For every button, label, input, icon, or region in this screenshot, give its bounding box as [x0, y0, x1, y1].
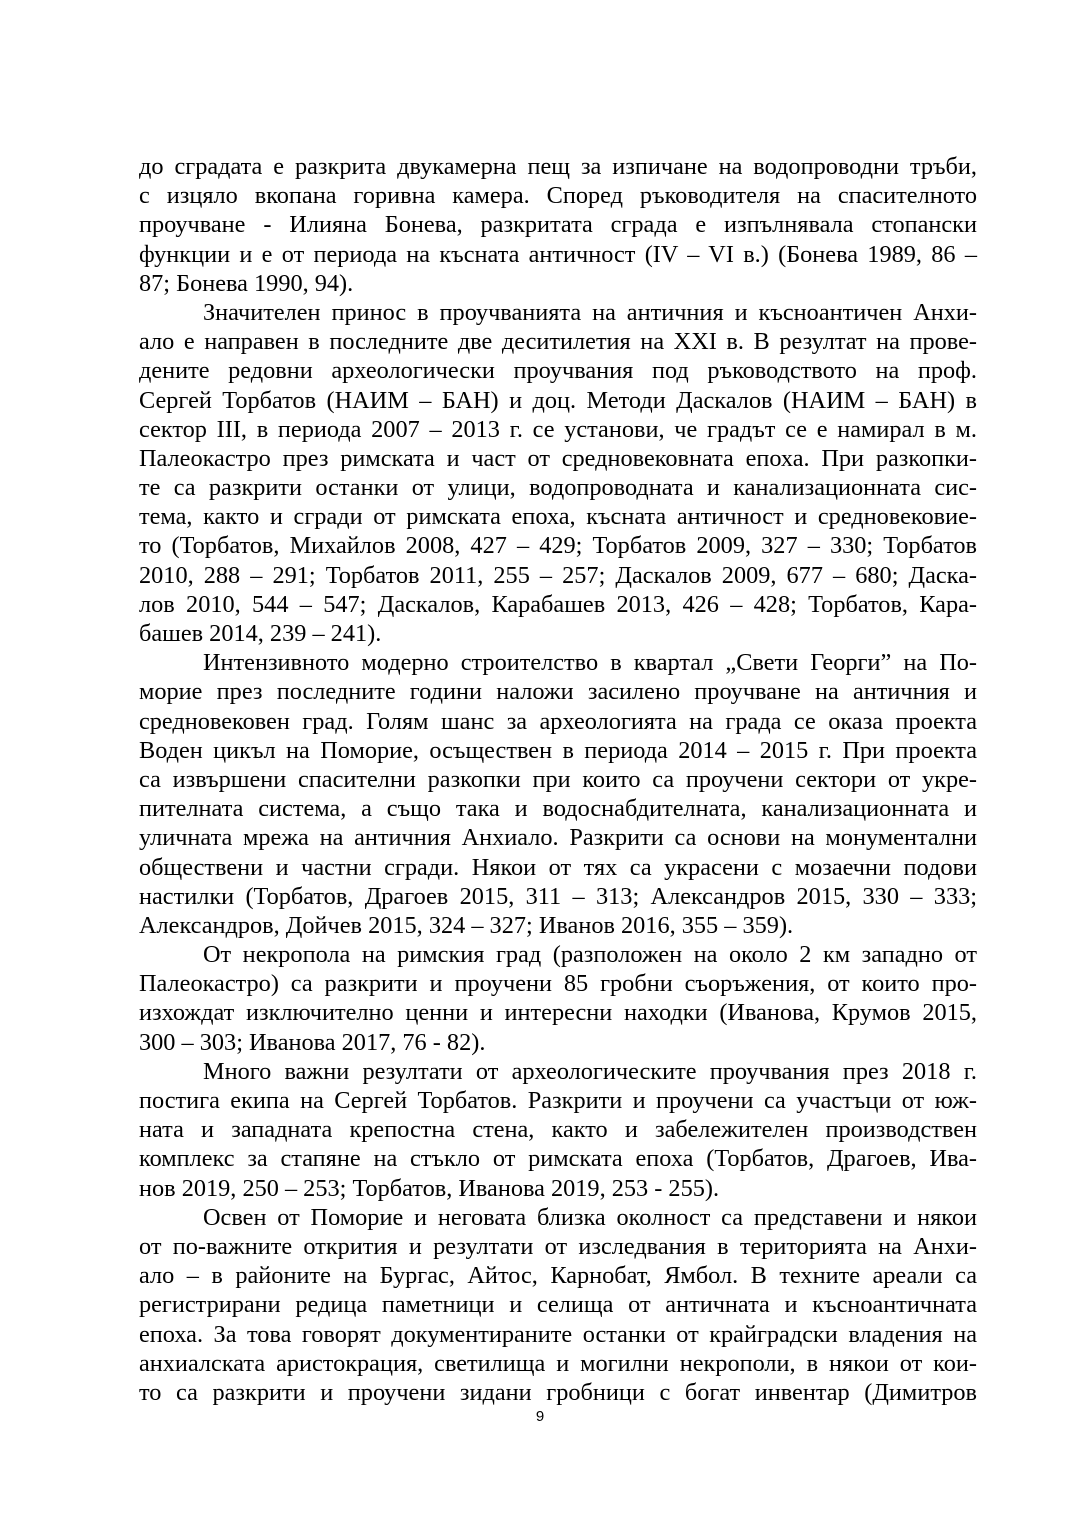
text-line: уличната мрежа на античния Анхиало. Разкрити са основи на монументални — [139, 824, 977, 852]
text-line: нов 2019, 250 – 253; Торбатов, Иванова 2019, 253 - 255). — [139, 1174, 720, 1202]
text-line: Освен от Поморие и неговата близка околност са представени и някои — [203, 1203, 977, 1231]
text-line: Интензивното модерно строителство в квартал „Свети Георги” на По- — [203, 649, 977, 677]
text-line: 87; Бонева 1990, 94). — [139, 269, 354, 297]
paragraph-6 — [139, 1203, 977, 1407]
paragraph-1 — [139, 152, 977, 298]
text-line: ало е направен в последните две деситилетия на XXI в. В резултат на прове- — [139, 328, 977, 356]
text-line: Много важни резултати от археологическите проучвания през 2018 г. — [203, 1057, 977, 1085]
text-line: постига екипа на Сергей Торбатов. Разкрити и проучени са участъци от юж- — [139, 1087, 977, 1114]
text-line: башев 2014, 239 – 241). — [139, 620, 382, 647]
text-line: анхиалската аристокрация, светилища и могилни некрополи, в някои от кои- — [139, 1349, 977, 1377]
text-line: проучване - Илияна Бонева, разкритата сграда е изпълнявала стопански — [139, 211, 977, 239]
text-line: регистрирани редица паметници и селища от античната и късноантичната — [139, 1291, 977, 1319]
text-line: Воден цикъл на Поморие, осъществен в периода 2014 – 2015 г. При проекта — [139, 736, 977, 764]
text-line: Палеокастро) са разкрити и проучени 85 гробни съоръжения, от които про- — [139, 970, 977, 998]
text-line: то (Торбатов, Михайлов 2008, 427 – 429; Торбатов 2009, 327 – 330; Торбатов — [139, 532, 977, 560]
text-line: сектор III, в периода 2007 – 2013 г. се установи, че градът се е намирал в м. — [139, 415, 977, 443]
page-number: 9 — [535, 1408, 545, 1425]
text-line: средновековен град. Голям шанс за археологията на града се оказа проекта — [139, 707, 977, 735]
text-line: Палеокастро през римската и част от средновековната епоха. При разкопки- — [139, 444, 977, 472]
text-line: Александров, Дойчев 2015, 324 – 327; Иванов 2016, 355 – 359). — [139, 911, 794, 939]
body-text — [139, 152, 977, 1407]
text-line: 2010, 288 – 291; Торбатов 2011, 255 – 257; Даскалов 2009, 677 – 680; Даска- — [139, 561, 977, 589]
text-line: 300 – 303; Иванова 2017, 76 - 82). — [139, 1028, 486, 1056]
text-line: Значителен принос в проучванията на античния и късноантичен Анхи- — [203, 298, 977, 326]
text-line: обществени и частни сгради. Някои от тях са украсени с мозаечни подови — [139, 853, 977, 881]
text-line: дените редовни археологически проучвания под ръководството на проф. — [139, 357, 977, 385]
text-line: морие през последните години наложи засилено проучване на античния и — [139, 678, 977, 706]
text-line: тема, както и сгради от римската епоха, късната античност и средновековие- — [139, 503, 977, 531]
text-line: те са разкрити останки от улици, водопроводната и канализационната сис- — [139, 474, 977, 502]
paragraph-2 — [139, 298, 977, 648]
text-line: изхождат изключително ценни и интересни находки (Иванова, Крумов 2015, — [139, 999, 977, 1027]
text-line: ало – в районите на Бургас, Айтос, Карнобат, Ямбол. В техните ареали са — [139, 1262, 977, 1290]
text-line: до сградата е разкрита двукамерна пещ за изпичане на водопроводни тръби, — [139, 153, 977, 180]
text-line: От некропола на римския град (разположен на около 2 км западно от — [203, 941, 977, 969]
paragraph-3 — [139, 648, 977, 940]
text-line: с изцяло вкопана горивна камера. Според ръководителя на спасителното — [139, 182, 977, 210]
text-line: от по-важните открития и резултати от изследвания в територията на Анхи- — [139, 1232, 977, 1260]
text-line: функции и е от периода на късната античност (IV – VI в.) (Бонева 1989, 86 – — [139, 240, 977, 268]
text-line: Сергей Торбатов (НАИМ – БАН) и доц. Методи Даскалов (НАИМ – БАН) в — [139, 386, 977, 414]
text-line: ната и западната крепостна стена, както и забележителен производствен — [139, 1116, 977, 1144]
paragraph-4 — [139, 940, 977, 1057]
text-line: са извършени спасителни разкопки при които са проучени сектори от укре- — [139, 765, 977, 793]
text-line: комплекс за стапяне на стъкло от римската епоха (Торбатов, Драгоев, Ива- — [139, 1145, 977, 1173]
text-line: пителната система, а също така и водоснабдителната, канализационната и — [139, 795, 977, 823]
text-line: то са разкрити и проучени зидани гробници с богат инвентар (Димитров — [139, 1378, 977, 1406]
text-line: настилки (Торбатов, Драгоев 2015, 311 – 313; Александров 2015, 330 – 333; — [139, 882, 977, 910]
text-line: епоха. За това говорят документираните останки от крайградски владения на — [139, 1320, 977, 1348]
paragraph-5 — [139, 1057, 977, 1203]
text-line: лов 2010, 544 – 547; Даскалов, Карабашев 2013, 426 – 428; Торбатов, Кара- — [139, 590, 977, 618]
